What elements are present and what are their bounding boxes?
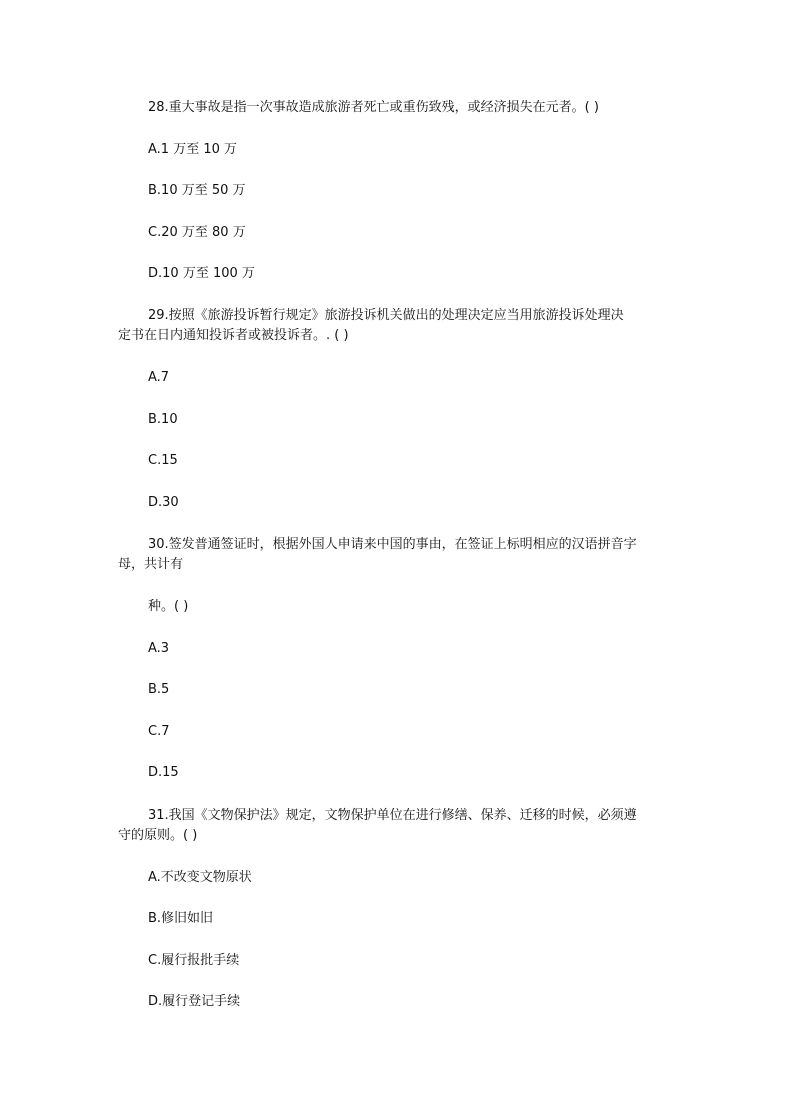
question-28-option-d: D.10 万至 100 万: [148, 266, 255, 281]
question-28-option-c: C.20 万至 80 万: [148, 225, 246, 240]
question-29-option-d: D.30: [148, 495, 179, 510]
question-28-option-a: A.1 万至 10 万: [148, 142, 238, 157]
question-31-option-d: D.履行登记手续: [148, 994, 241, 1009]
question-29-option-b: B.10: [148, 412, 178, 427]
question-31-option-b: B.修旧如旧: [148, 911, 214, 926]
question-30-option-c: C.7: [148, 724, 170, 739]
question-30-option-b: B.5: [148, 682, 170, 697]
question-31-option-c: C.履行报批手续: [148, 953, 240, 968]
question-30-option-a: A.3: [148, 641, 170, 656]
question-30-option-d: D.15: [148, 765, 179, 780]
question-29-stem-line2: 定书在日内通知投诉者或被投诉者。. ( ): [118, 328, 349, 343]
question-31-stem-line1: 31.我国《文物保护法》规定，文物保护单位在进行修缮、保养、迁移的时候，必须遵: [148, 808, 637, 823]
question-29-option-c: C.15: [148, 453, 178, 468]
question-28-stem: 28.重大事故是指一次事故造成旅游者死亡或重伤致残，或经济损失在元者。( ): [148, 100, 599, 115]
question-31-stem-line2: 守的原则。( ): [118, 828, 198, 843]
question-30-stem-line1: 30.签发普通签证时，根据外国人申请来中国的事由，在签证上标明相应的汉语拼音字: [148, 537, 637, 552]
question-30-stem-line3: 种。( ): [148, 599, 189, 614]
question-31-option-a: A.不改变文物原状: [148, 870, 252, 885]
question-29-option-a: A.7: [148, 370, 170, 385]
question-29-stem-line1: 29.按照《旅游投诉暂行规定》旅游投诉机关做出的处理决定应当用旅游投诉处理决: [148, 308, 624, 323]
question-28-option-b: B.10 万至 50 万: [148, 183, 246, 198]
question-30-stem-line2: 母，共计有: [118, 557, 184, 572]
